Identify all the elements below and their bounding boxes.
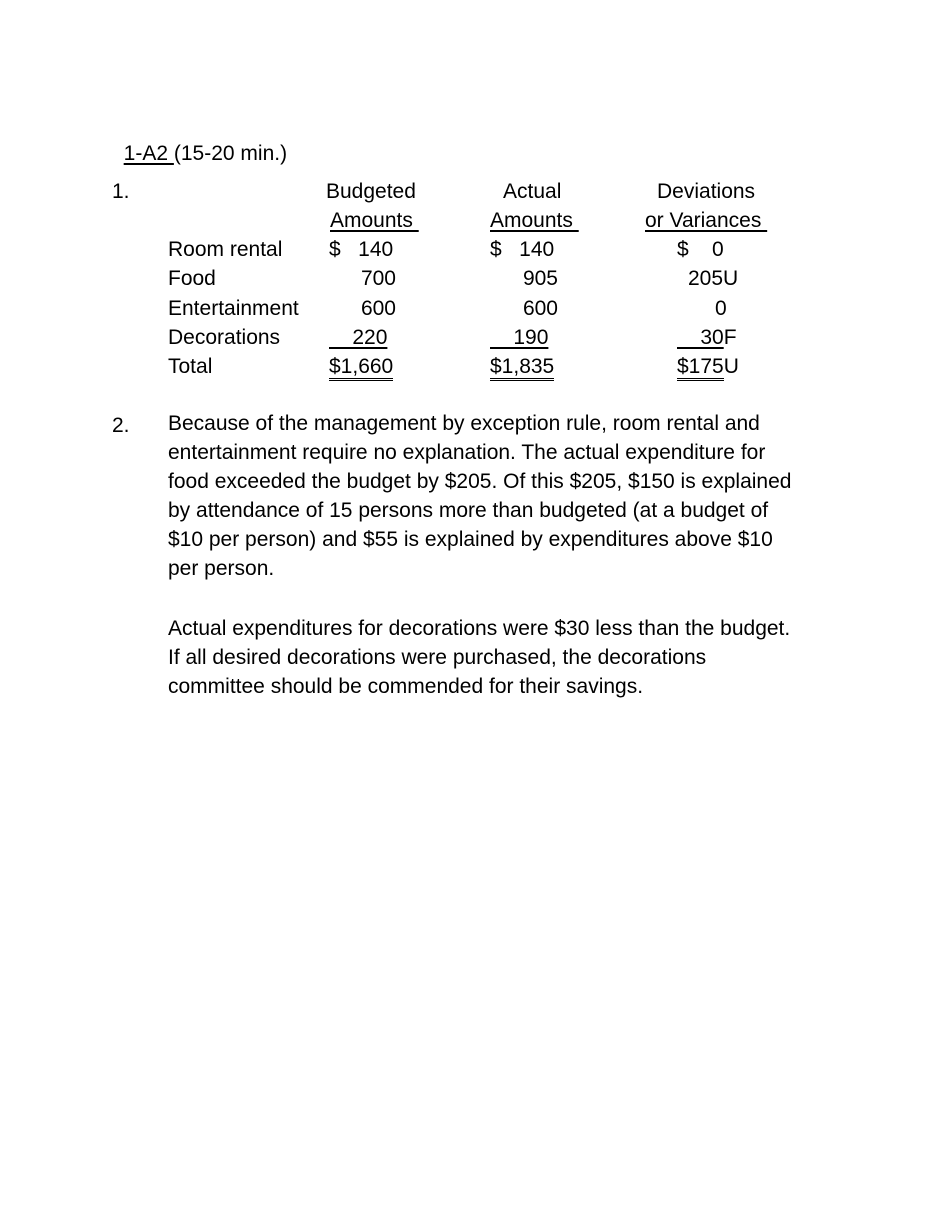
total-actual-value: $1,835	[490, 355, 555, 378]
row-label-room-rental: Room rental	[168, 238, 283, 261]
total-variance-value: $175	[677, 355, 724, 378]
double-underline	[329, 356, 393, 381]
part2-paragraph-2: Actual expenditures for decorations were $30 less than the budget. If all desired decorations were purchased, the decorations committee should be commended for their savings.	[168, 617, 791, 698]
column-subheader-budgeted: Amounts	[330, 209, 419, 232]
row-label-food: Food	[168, 267, 216, 290]
row-label-total: Total	[168, 355, 213, 378]
variance-suffix: U	[723, 267, 739, 290]
cell-budgeted-entertainment: 600	[360, 297, 396, 320]
double-underline	[677, 356, 724, 381]
cell-variance-room-rental: $ 0	[677, 238, 724, 261]
variance-suffix: U	[723, 355, 739, 378]
variance-suffix: F	[723, 326, 737, 349]
column-header-actual: Actual	[503, 180, 562, 203]
cell-actual-entertainment: 600	[522, 297, 558, 320]
cell-actual-room-rental: $ 140	[490, 238, 555, 261]
variance-value: 205	[688, 267, 724, 290]
cell-budgeted-decorations: 220	[329, 326, 388, 349]
problem-heading	[112, 122, 287, 164]
problem-id: 1-A2	[123, 142, 174, 165]
cell-actual-total	[490, 356, 554, 381]
variance-value: 30	[677, 326, 724, 349]
column-subheader-variance: or Variances	[645, 209, 768, 232]
cell-variance-food	[688, 268, 738, 289]
part1-number: 1.	[112, 180, 130, 203]
column-header-budgeted: Budgeted	[326, 180, 416, 203]
part2-paragraph-1: Because of the management by exception rule, room rental and entertainment require no explanation. The actual expenditure for food exceeded the budget by $205. Of this $205, $150 is explained by attendance of 15 persons more than budgeted (at a budget of $10 per person) and $55 is explained by expenditures above $10 per person.	[168, 412, 792, 580]
cell-actual-decorations: 190	[490, 326, 549, 349]
cell-budgeted-room-rental: $ 140	[329, 238, 394, 261]
row-label-entertainment: Entertainment	[168, 297, 299, 320]
part2-number: 2.	[112, 414, 130, 437]
row-label-decorations: Decorations	[168, 326, 281, 349]
cell-variance-total	[677, 356, 739, 381]
cell-variance-entertainment: 0	[715, 297, 727, 320]
cell-variance-decorations	[677, 327, 737, 348]
column-subheader-actual: Amounts	[490, 209, 579, 232]
problem-time: (15-20 min.)	[173, 142, 288, 165]
total-budgeted-value: $1,660	[329, 355, 394, 378]
double-underline	[490, 356, 554, 381]
cell-budgeted-total	[329, 356, 393, 381]
cell-budgeted-food: 700	[360, 267, 396, 290]
column-header-variance: Deviations	[657, 180, 756, 203]
cell-actual-food: 905	[522, 267, 558, 290]
